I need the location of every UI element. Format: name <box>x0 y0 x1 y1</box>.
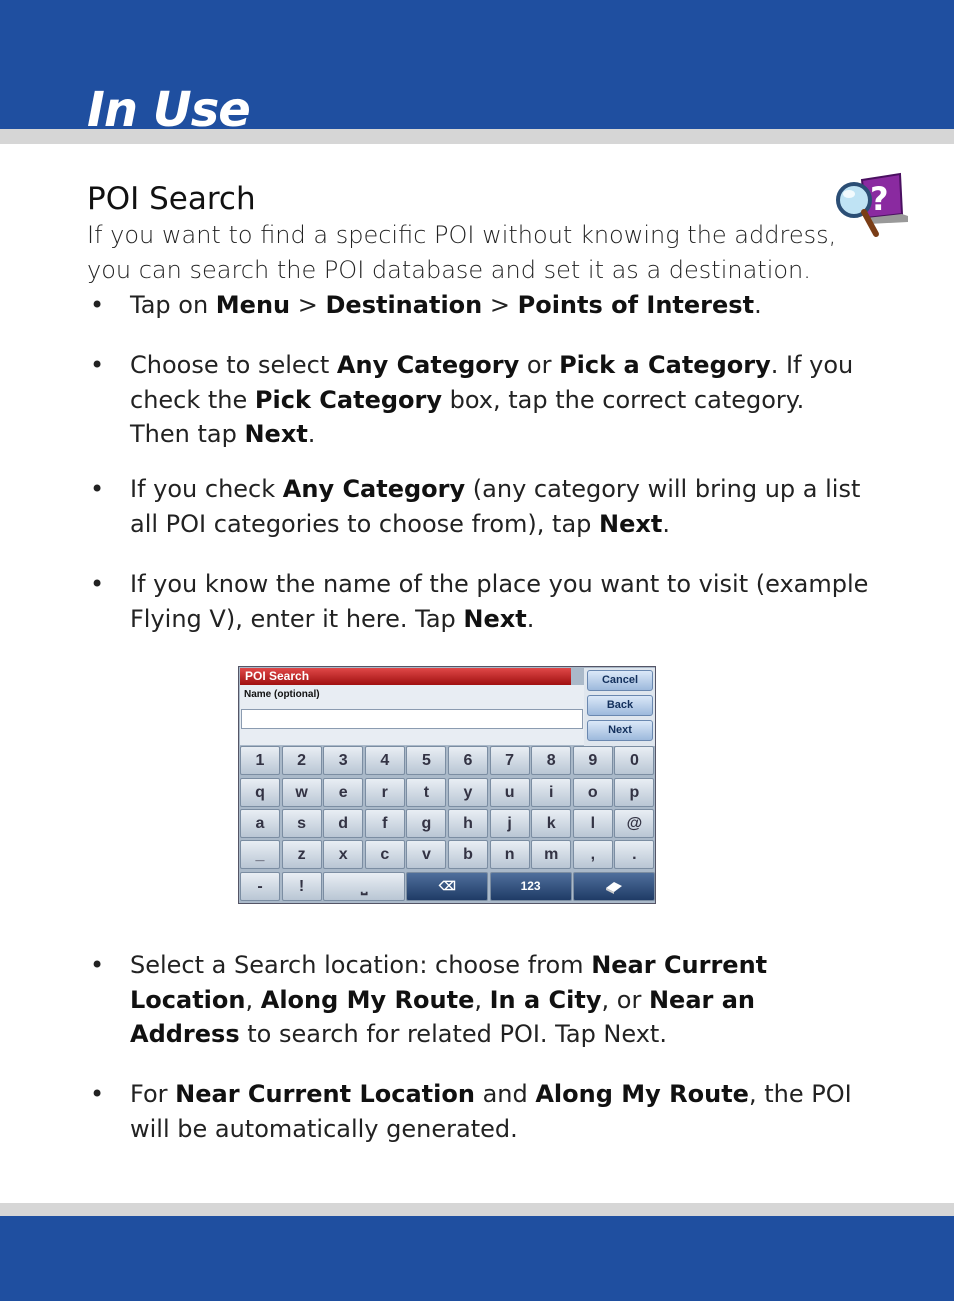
bold-term: Near Current Location <box>130 951 768 1014</box>
key[interactable]: r <box>365 778 405 807</box>
bullet-text-span: > <box>482 291 518 319</box>
key[interactable]: 2 <box>282 746 322 775</box>
key[interactable]: 1 <box>240 746 280 775</box>
key[interactable]: k <box>531 809 571 838</box>
bullet-text-span: . <box>307 420 316 448</box>
key[interactable]: 6 <box>448 746 488 775</box>
key[interactable]: 0 <box>614 746 654 775</box>
section-heading: POI Search <box>87 181 256 217</box>
name-field-label: Name (optional) <box>244 689 320 700</box>
key[interactable]: x <box>323 840 363 869</box>
bullet-text-span: , the POI will be automatically generated. <box>130 1080 852 1143</box>
eraser-icon <box>604 880 624 894</box>
bullet-text-span: > <box>290 291 326 319</box>
bold-term: Next <box>463 604 527 633</box>
bold-term: Near an Address <box>130 985 755 1048</box>
key[interactable]: s <box>282 809 322 838</box>
bullet-glyph: • <box>90 570 105 598</box>
intro-paragraph: If you want to find a specific POI without knowing the address, you can search the POI database and set it as a destination. <box>87 221 837 284</box>
bullet-text <box>130 948 870 1052</box>
footer-rule <box>0 1203 954 1216</box>
bullet-text-span: . <box>526 604 535 633</box>
bold-term: Any Category <box>336 351 520 379</box>
bullet-text <box>130 1077 870 1146</box>
back-button[interactable]: Back <box>587 695 653 716</box>
bold-term: Any Category <box>282 475 466 503</box>
key[interactable]: 5 <box>406 746 446 775</box>
bullet-glyph: • <box>90 475 105 503</box>
key[interactable]: 8 <box>531 746 571 775</box>
numbers-key[interactable]: 123 <box>490 872 572 901</box>
key[interactable]: g <box>406 809 446 838</box>
bullet-glyph: • <box>90 1080 105 1108</box>
eraser-key[interactable] <box>573 872 655 901</box>
key[interactable]: f <box>365 809 405 838</box>
key[interactable]: 7 <box>490 746 530 775</box>
space-key[interactable]: ⎵ <box>323 872 405 901</box>
key[interactable]: j <box>490 809 530 838</box>
key[interactable]: q <box>240 778 280 807</box>
key[interactable]: 9 <box>573 746 613 775</box>
bullet-text-span: to search for related POI. Tap Next. <box>239 1020 667 1048</box>
dash-key[interactable]: - <box>240 872 280 901</box>
device-title: POI Search <box>240 668 571 685</box>
bold-term: In a City <box>489 985 602 1014</box>
key[interactable]: w <box>282 778 322 807</box>
bullet-text <box>130 472 870 541</box>
svg-text:?: ? <box>870 180 889 218</box>
bold-term: Next <box>599 509 663 538</box>
exclamation-key[interactable]: ! <box>282 872 322 901</box>
key[interactable]: m <box>531 840 571 869</box>
bold-term: Points of Interest <box>517 291 755 319</box>
key[interactable]: @ <box>614 809 654 838</box>
bold-term: Near Current Location <box>175 1080 475 1108</box>
backspace-key[interactable]: ⌫ <box>406 872 488 901</box>
key[interactable]: . <box>614 840 654 869</box>
bullet-text <box>130 567 870 636</box>
key[interactable]: b <box>448 840 488 869</box>
bullet-text-span: box, tap the correct category. Then tap <box>130 385 805 448</box>
key[interactable]: t <box>406 778 446 807</box>
cancel-button[interactable]: Cancel <box>587 670 653 691</box>
bullet-text-span: , <box>474 985 490 1014</box>
key[interactable]: 4 <box>365 746 405 775</box>
key[interactable]: y <box>448 778 488 807</box>
key[interactable]: v <box>406 840 446 869</box>
key[interactable]: d <box>323 809 363 838</box>
key[interactable]: c <box>365 840 405 869</box>
bullet-text-span: or <box>519 351 560 379</box>
bullet-text-span: . <box>662 509 670 538</box>
next-button[interactable]: Next <box>587 720 653 741</box>
bullet-text-span: , or <box>601 985 649 1014</box>
bullet-glyph: • <box>90 291 105 319</box>
bold-term: Menu <box>215 291 291 319</box>
footer-band <box>0 1216 954 1301</box>
key[interactable]: a <box>240 809 280 838</box>
bold-term: Pick a Category <box>559 351 771 379</box>
bullet-text-span: Select a Search location: choose from <box>130 951 592 979</box>
key[interactable]: p <box>614 778 654 807</box>
bullet-text-span: , <box>245 985 261 1014</box>
bullet-glyph: • <box>90 951 105 979</box>
key[interactable]: h <box>448 809 488 838</box>
name-input[interactable] <box>241 709 583 729</box>
bold-term: Along My Route <box>260 985 475 1014</box>
bullet-text-span: For <box>130 1080 176 1108</box>
key[interactable]: l <box>573 809 613 838</box>
bold-term: Next <box>244 420 308 448</box>
bold-term: Along My Route <box>535 1080 749 1108</box>
bullet-text-span: Tap on <box>130 291 216 319</box>
bullet-text-span: and <box>474 1080 536 1108</box>
page-title: In Use <box>87 82 250 138</box>
key[interactable]: n <box>490 840 530 869</box>
key[interactable]: o <box>573 778 613 807</box>
key[interactable]: e <box>323 778 363 807</box>
key[interactable]: z <box>282 840 322 869</box>
device-screenshot <box>238 666 656 904</box>
bullet-text-span: Choose to select <box>130 351 337 379</box>
bullet-glyph: • <box>90 351 105 379</box>
bold-term: Pick Category <box>254 385 442 414</box>
bullet-text-span: If you know the name of the place you want to visit (example Flying V), enter it here. Tap <box>130 570 869 633</box>
key[interactable]: u <box>490 778 530 807</box>
key[interactable]: , <box>573 840 613 869</box>
key[interactable]: i <box>531 778 571 807</box>
bold-term: Destination <box>325 291 483 319</box>
key[interactable]: 3 <box>323 746 363 775</box>
bullet-text-span: (any category will bring up a list all POI categories to choose from), tap <box>130 475 861 538</box>
bullet-text-span: . If you check the <box>130 351 854 414</box>
key[interactable]: _ <box>240 840 280 869</box>
bullet-text <box>130 288 870 323</box>
bullet-text-span: If you check <box>130 475 283 503</box>
bullet-text <box>130 348 870 452</box>
bullet-text-span: . <box>754 291 762 319</box>
